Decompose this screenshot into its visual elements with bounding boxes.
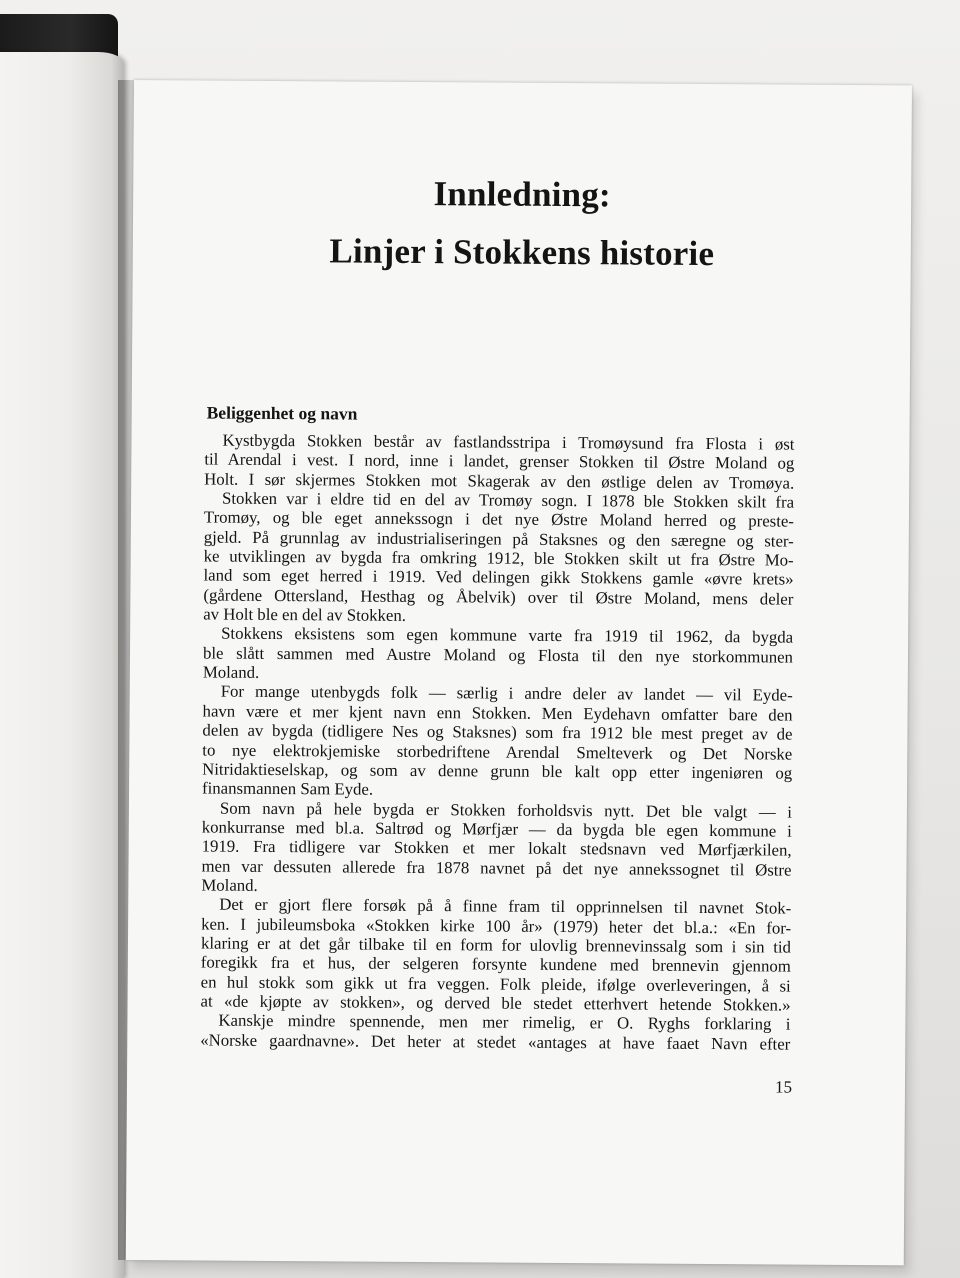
text-line: land som eget herred i 1919. Ved delingen gikk Stokkens gamle «øvre krets» <box>203 565 794 590</box>
text-line: Det er gjort flere forsøk på å finne fram til opprinnelsen til navnet Stok- <box>219 894 792 918</box>
text-line: Moland. <box>201 875 258 895</box>
text-line: til Arendal i vest. I nord, inne i landet, grenser Stokken til Østre Moland og <box>204 449 795 473</box>
text-line: Tromøy, og ble eget annekssogn i det nye Østre Moland herred og preste- <box>203 507 795 531</box>
text-line: ble slått sammen med Austre Moland og Flosta til den nye storkommunen <box>202 643 794 667</box>
paragraph-1 <box>204 431 794 493</box>
text-line: konkurranse med bl.a. Saltrød og Mørfjær — da bygda ble egen kommune i <box>201 817 792 841</box>
paragraph-2 <box>203 489 794 629</box>
text-line: av Holt ble en del av Stokken. <box>203 604 407 626</box>
text-line: delen av bygda (tidligere Nes og Staksnes) som fra 1912 ble mest preget av de <box>202 720 793 744</box>
text-line: Som navn på hele bygda er Stokken forholdsvis nytt. Det ble valgt — i <box>219 798 792 822</box>
text-line: gjeld. På grunnlag av industrialiseringen på Staksnes og den særegne og ster- <box>203 527 794 551</box>
chapter-title-line2: Linjer i Stokkens historie <box>329 231 715 274</box>
text-line: Holt. I sør skjermes Stokken mot Skagerak av den østlige delen av Tromøya. <box>204 469 795 493</box>
text-line: men var dessuten allerede fra 1878 navnet på det nye annekssognet til Østre <box>201 856 792 880</box>
text-line: 1919. Fra tidligere var Stokken et mer lokalt stedsnavn ved Mørfjærkilen, <box>201 836 792 860</box>
text-line: ken. I jubileumsboka «Stokken kirke 100 år» (1979) heter det bl.a.: «En for- <box>201 914 792 938</box>
page-number: 15 <box>774 1077 793 1097</box>
body-text <box>200 431 794 1054</box>
text-line: Stokkens eksistens som egen kommune varte fra 1919 til 1962, da bygda <box>221 624 794 648</box>
paragraph-4 <box>202 682 793 802</box>
chapter-title-line1: Innledning: <box>433 174 611 215</box>
text-line: Stokken var i eldre tid en del av Tromøy sogn. I 1878 ble Stokken skilt fra <box>222 488 795 512</box>
text-line: For mange utenbygds folk — særlig i andre deler av landet — vil Eyde- <box>220 682 793 706</box>
left-page-edge <box>0 52 124 1278</box>
paragraph-5 <box>201 798 792 899</box>
text-line: to nye elektrokjemiske storbedriftene Arendal Smelteverk og Det Norske <box>202 739 793 764</box>
text-line: Kystbygda Stokken består av fastlandsstripa i Tromøysund fra Flosta i øst <box>222 430 795 454</box>
paragraph-3 <box>203 624 793 686</box>
text-line: en hul stokk som gikk ut fra veggen. Folk pleide, ifølge overleveringen, å si <box>200 972 791 996</box>
text-line: havn være et mer kjent navn enn Stokken. Men Eydehavn omfatter bare den <box>202 701 793 725</box>
text-line: klaring er at det går tilbake til en form for ulovlig brennevinssalg som i sin tid <box>200 933 792 957</box>
section-heading: Beliggenhet og navn <box>206 402 358 424</box>
text-line: finansmannen Sam Eyde. <box>201 778 374 799</box>
text-line: Moland. <box>202 662 260 683</box>
text-line: «Norske gaardnavne». Det heter at stedet «antages at have faaet Navn efter <box>200 1030 791 1054</box>
paragraph-7 <box>200 1011 790 1054</box>
text-line: foregikk fra et hus, der selgeren forsynte kundene med brennevin gjennom <box>200 952 791 976</box>
paragraph-6 <box>201 895 792 1015</box>
text-line: (gårdene Ottersland, Hesthag og Åbelvik) over til Østre Moland, mens deler <box>203 585 794 609</box>
text-line: at «de kjøpte av stokken», og derved ble stedet etterhvert hetende Stokken.» <box>200 991 791 1015</box>
text-line: Nitridaktieselskap, og som av denne grunn ble kalt opp etter ingeniøren og <box>202 759 793 783</box>
text-line: ke utviklingen av bygda fra omkring 1912, ble Stokken skilt ut fra Østre Mo- <box>203 546 794 570</box>
book-page <box>126 80 912 1265</box>
text-line: Kanskje mindre spennende, men mer rimelig, er O. Ryghs forklaring i <box>218 1010 791 1034</box>
